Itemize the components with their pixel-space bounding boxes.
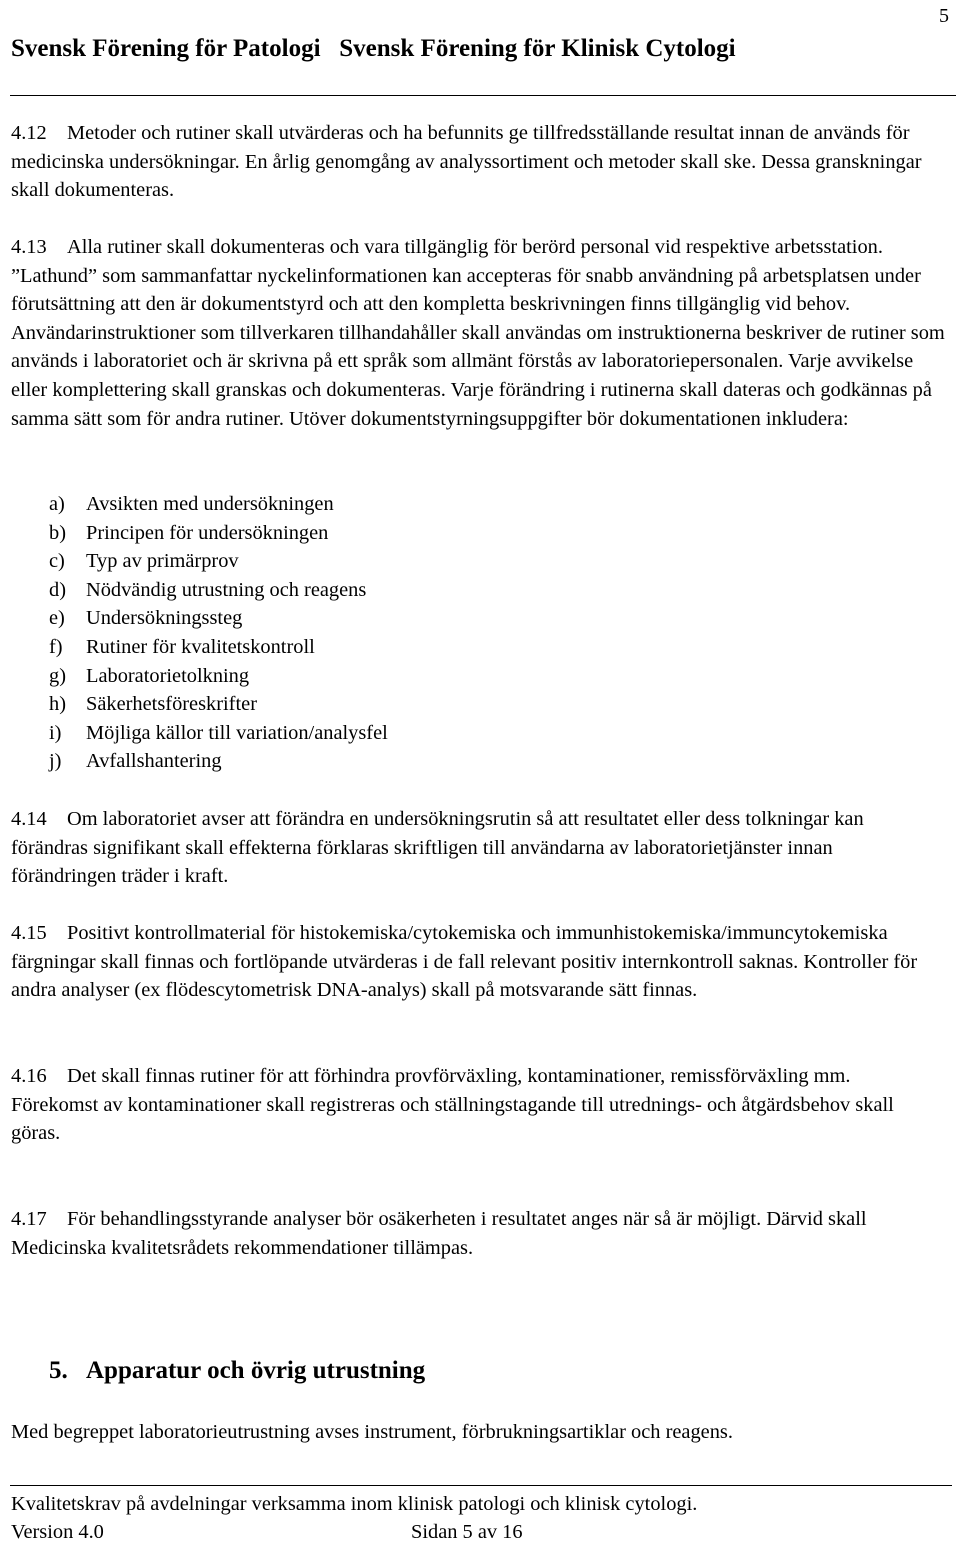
list-item xyxy=(49,747,388,776)
section-label: 4.14 xyxy=(11,808,47,830)
chapter-intro: Med begreppet laboratorieutrustning avses instrument, förbrukningsartiklar och reagens. xyxy=(11,1421,733,1443)
list-item xyxy=(49,719,388,748)
chapter-title: Apparatur och övrig utrustning xyxy=(86,1357,426,1384)
list-marker: c) xyxy=(49,550,65,573)
section-4-13 xyxy=(11,233,948,433)
section-4-16 xyxy=(11,1062,941,1148)
list-marker: b) xyxy=(49,521,66,544)
page-number: 5 xyxy=(939,5,949,27)
section-4-14 xyxy=(11,805,931,891)
list-item xyxy=(49,604,388,633)
list-marker: i) xyxy=(49,721,62,744)
list-text: Avsikten med undersökningen xyxy=(86,493,334,515)
list-text: Möjliga källor till variation/analysfel xyxy=(86,721,388,744)
list-marker: e) xyxy=(49,607,65,630)
documentation-list xyxy=(49,490,388,776)
header-title: Svensk Förening för Patologi Svensk Förening för Klinisk Cytologi xyxy=(11,35,736,62)
list-text: Säkerhetsföreskrifter xyxy=(86,693,257,716)
footer-page-of: Sidan 5 av 16 xyxy=(411,1521,523,1543)
section-4-15 xyxy=(11,919,951,1005)
list-text: Laboratorietolkning xyxy=(86,664,250,687)
section-label: 4.17 xyxy=(11,1208,47,1230)
list-item xyxy=(49,576,388,605)
section-label: 4.16 xyxy=(11,1065,47,1087)
list-item xyxy=(49,490,388,519)
list-text: Nödvändig utrustning och reagens xyxy=(86,578,367,601)
list-text: Avfallshantering xyxy=(86,750,222,773)
section-4-12 xyxy=(11,119,946,205)
section-4-17 xyxy=(11,1205,931,1262)
list-item xyxy=(49,690,388,719)
header-divider xyxy=(10,95,956,96)
list-item xyxy=(49,633,388,662)
footer-version: Version 4.0 xyxy=(11,1521,104,1543)
list-text: Typ av primärprov xyxy=(86,550,239,573)
list-marker: g) xyxy=(49,664,66,687)
list-marker: j) xyxy=(49,750,62,773)
chapter-number: 5. xyxy=(49,1357,68,1384)
footer-doc-title: Kvalitetskrav på avdelningar verksamma inom klinisk patologi och klinisk cytologi. xyxy=(11,1493,698,1515)
list-item xyxy=(49,662,388,691)
section-text: Metoder och rutiner skall utvärderas och ha befunnits ge tillfredsställande resultat innan de används för medicinska undersökningar. En årlig genomgång av analyssortiment och metoder skall ske. Dessa granskningar skall dokumenteras. xyxy=(11,122,922,202)
chapter-heading xyxy=(49,1357,425,1385)
list-marker: a) xyxy=(49,493,65,515)
section-text: Positivt kontrollmaterial för histokemiska/cytokemiska och immunhistokemiska/immuncytokemiska färgningar skall finnas och fortlöpande utvärderas i de fall relevant positiv internkontroll saknas. Kontroller för andra analyser (ex flödescytometrisk DNA-analys) skall på motsvarande sätt finnas. xyxy=(11,922,918,1002)
list-text: Rutiner för kvalitetskontroll xyxy=(86,635,315,658)
footer-divider xyxy=(10,1485,952,1486)
section-text: För behandlingsstyrande analyser bör osäkerheten i resultatet anges när så är möjligt. Därvid skall Medicinska kvalitetsrådets rekommendationer tillämpas. xyxy=(11,1208,867,1259)
list-text: Principen för undersökningen xyxy=(86,521,329,544)
section-label: 4.15 xyxy=(11,922,47,944)
list-marker: h) xyxy=(49,693,66,716)
list-marker: f) xyxy=(49,635,63,658)
section-label: 4.12 xyxy=(11,122,47,144)
section-text: Det skall finnas rutiner för att förhindra provförväxling, kontaminationer, remissförväxling mm. Förekomst av kontaminationer skall registreras och ställningstagande till utrednings- och åtgärdsbehov skall göras. xyxy=(11,1065,894,1145)
section-text: Om laboratoriet avser att förändra en undersökningsrutin så att resultatet eller dess tolkningar kan förändras signifikant skall effekterna förklaras skriftligen till användarna av laboratorietjänster innan förändringen träder i kraft. xyxy=(11,808,864,888)
list-text: Undersökningssteg xyxy=(86,607,243,630)
list-marker: d) xyxy=(49,578,66,601)
section-label: 4.13 xyxy=(11,236,47,258)
list-item xyxy=(49,547,388,576)
list-item xyxy=(49,519,388,548)
section-text: Alla rutiner skall dokumenteras och vara tillgänglig för berörd personal vid respektive arbetsstation. ”Lathund” som sammanfattar nyckelinformationen kan accepteras för snabb användning på arbetsplatsen under förutsättning att den är dokumentstyrd och att den kompletta beskrivningen finns tillgänglig vid behov. Användarinstruktioner som tillverkaren tillhandahåller skall användas om instruktionerna beskriver de rutiner som används i laboratoriet och är skrivna på ett språk som allmänt förstås av laboratoriepersonalen. Varje avvikelse eller komplettering skall granskas och dokumenteras. Varje förändring i rutinerna skall dateras och godkännas på samma sätt som för andra rutiner. Utöver dokumentstyrningsuppgifter bör dokumentationen inkludera: xyxy=(11,236,945,430)
